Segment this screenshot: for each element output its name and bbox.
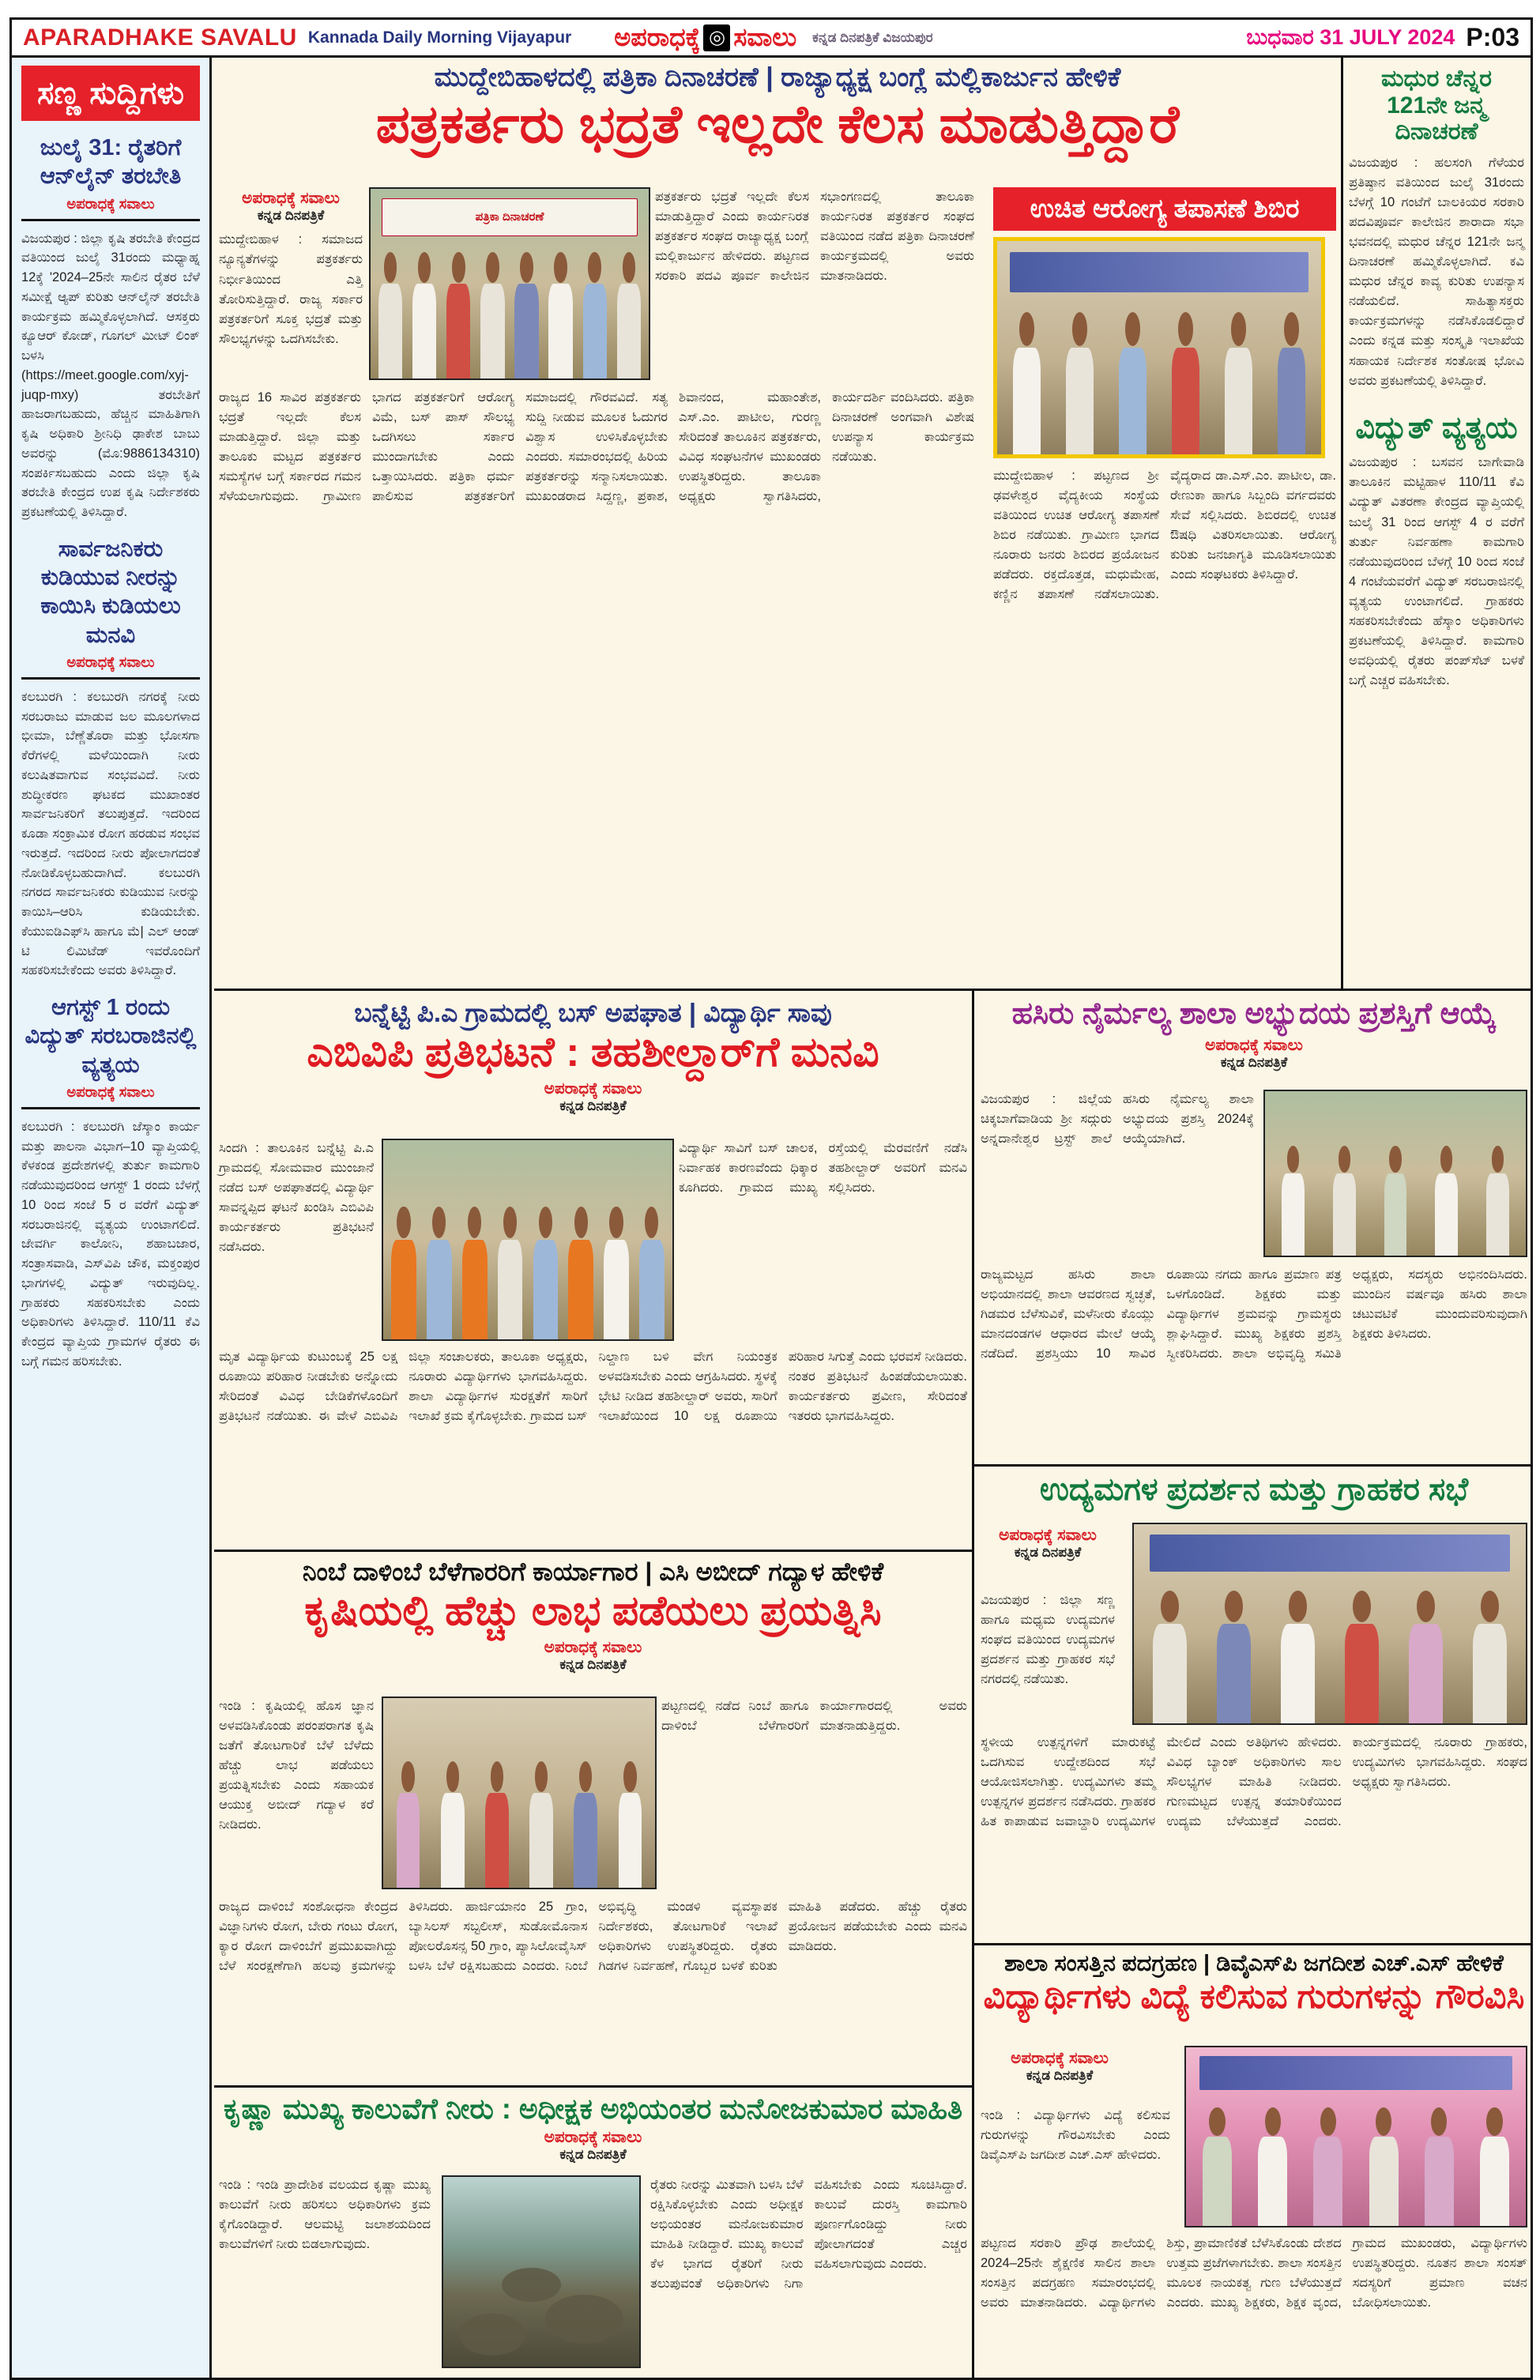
masthead-dateline: ಬುಧವಾರ 31 JULY 2024 xyxy=(1246,24,1455,49)
masthead-kannada-subtitle: ಕನ್ನಡ ದಿನಪತ್ರಿಕೆ ವಿಜಯಪುರ xyxy=(812,29,933,45)
byline-paper: ಕನ್ನಡ ದಿನಪತ್ರಿಕೆ xyxy=(559,2147,627,2163)
story-body-columns: ರಾಜ್ಯಮಟ್ಟದ ಹಸಿರು ಶಾಲಾ ಅಭಿಯಾನದಲ್ಲಿ ಶಾಲಾ ಆವರಣದ ಸ್ವಚ್ಛತೆ, ಗಿಡಮರ ಬೆಳೆಸುವಿಕೆ, ಮಳೆನೀರು ಕೊಯ್ಲು ಮಾನದಂಡಗಳ ಆಧಾರದ ಮೇಲೆ ಆಯ್ಕೆ ನಡೆದಿದೆ. ಪ್ರಶಸ್ತಿಯು 10 ಸಾವಿರ ರೂಪಾಯಿ ನಗದು ಹಾಗೂ ಪ್ರಮಾಣ ಪತ್ರ ಒಳಗೊಂಡಿದೆ. ಶಿಕ್ಷಕರು ಮತ್ತು ವಿದ್ಯಾರ್ಥಿಗಳ ಶ್ರಮವನ್ನು ಗ್ರಾಮಸ್ಥರು ಶ್ಲಾಘಿಸಿದ್ದಾರೆ. ಮುಖ್ಯ ಶಿಕ್ಷಕರು ಪ್ರಶಸ್ತಿ ಸ್ವೀಕರಿಸಿದರು. ಶಾಲಾ ಅಭಿವೃದ್ಧಿ ಸಮಿತಿ ಅಧ್ಯಕ್ಷರು, ಸದಸ್ಯರು ಅಭಿನಂದಿಸಿದರು. ಮುಂದಿನ ವರ್ಷವೂ ಹಸಿರು ಶಾಲಾ ಚಟುವಟಿಕೆ ಮುಂದುವರಿಸುವುದಾಗಿ ಶಿಕ್ಷಕರು ತಿಳಿಸಿದರು. xyxy=(981,1267,1527,1361)
person-figure xyxy=(1275,312,1307,454)
person-figure xyxy=(1470,1591,1509,1723)
target-logo-icon: ◎ xyxy=(703,24,730,51)
story-headline: ಪತ್ರಕರ್ತರು ಭದ್ರತೆ ಇಲ್ಲದೇ ಕೆಲಸ ಮಾಡುತ್ತಿದ್ದಾರೆ xyxy=(375,95,1180,154)
byline-paper: ಕನ್ನಡ ದಿನಪತ್ರಿಕೆ xyxy=(1026,2068,1094,2083)
photo-canal-rocks xyxy=(442,2175,641,2368)
byline-agency: ಅಪರಾಧಕ್ಕೆ ಸವಾಲು xyxy=(544,1080,642,1098)
rock-shape xyxy=(459,2314,525,2356)
story-body-columns: ರಾಜ್ಯದ 16 ಸಾವಿರ ಪತ್ರಕರ್ತರು ಭದ್ರತೆ ಇಲ್ಲದೇ ಕೆಲಸ ಮಾಡುತ್ತಿದ್ದಾರೆ. ಜಿಲ್ಲಾ ಮತ್ತು ತಾಲೂಕು ಮಟ್ಟದ ಪತ್ರಕರ್ತರ ಸಮಸ್ಯೆಗಳ ಬಗ್ಗೆ ಸರ್ಕಾರದ ಗಮನ ಸೆಳೆಯಲಾಗುವುದು. ಗ್ರಾಮೀಣ ಭಾಗದ ಪತ್ರಕರ್ತರಿಗೆ ಆರೋಗ್ಯ ವಿಮೆ, ಬಸ್ ಪಾಸ್ ಸೌಲಭ್ಯ ಒದಗಿಸಲು ಸರ್ಕಾರ ಮುಂದಾಗಬೇಕು ಎಂದು ಒತ್ತಾಯಿಸಿದರು. ಪತ್ರಿಕಾ ಧರ್ಮ ಪಾಲಿಸುವ ಪತ್ರಕರ್ತರಿಗೆ ಸಮಾಜದಲ್ಲಿ ಗೌರವವಿದೆ. ಸತ್ಯ ಸುದ್ದಿ ನೀಡುವ ಮೂಲಕ ಓದುಗರ ವಿಶ್ವಾಸ ಉಳಿಸಿಕೊಳ್ಳಬೇಕು ಎಂದರು. ಸಮಾರಂಭದಲ್ಲಿ ಹಿರಿಯ ಪತ್ರಕರ್ತರನ್ನು ಸನ್ಮಾನಿಸಲಾಯಿತು. ಮುಖಂಡರಾದ ಸಿದ್ದಣ್ಣ, ಪ್ರಕಾಶ, ಶಿವಾನಂದ, ಮಹಾಂತೇಶ, ಎಸ್.ಎಂ. ಪಾಟೀಲ, ಗುರಣ್ಣ ಸೇರಿದಂತೆ ತಾಲೂಕಿನ ಪತ್ರಕರ್ತರು, ವಿವಿಧ ಸಂಘಟನೆಗಳ ಮುಖಂಡರು ಉಪಸ್ಥಿತರಿದ್ದರು. ತಾಲೂಕಾ ಅಧ್ಯಕ್ಷರು ಸ್ವಾಗತಿಸಿದರು, ಕಾರ್ಯದರ್ಶಿ ವಂದಿಸಿದರು. ಪತ್ರಿಕಾ ದಿನಾಚರಣೆ ಅಂಗವಾಗಿ ವಿಶೇಷ ಉಪನ್ಯಾಸ ಕಾರ್ಯಕ್ರಮ ನಡೆಯಿತು. xyxy=(219,390,974,504)
person-figure xyxy=(1478,2107,1512,2227)
photo-crowd xyxy=(1000,296,1318,454)
story-body-columns: ರಾಜ್ಯದ ದಾಳಿಂಬೆ ಸಂಶೋಧನಾ ಕೇಂದ್ರದ ವಿಜ್ಞಾನಿಗಳು ರೋಗ, ಬೇರು ಗಂಟು ರೋಗ, ಕ್ಯಾರ ರೋಗ ದಾಳಿಂಬೆಗೆ ಪ್ರಮುಖವಾಗಿದ್ದು ಬೆಳೆ ಸಂರಕ್ಷಣೆಗಾಗಿ ಹಲವು ಕ್ರಮಗಳನ್ನು ತಿಳಿಸಿದರು. ಹಾರ್ಜಿಯಾನಂ 25 ಗ್ರಾಂ, ಬ್ಯಾಸಿಲಸ್ ಸಬ್ಟಲೀಸ್, ಸುಡೋಮೊನಾಸ ಪೋಲರೊಸನ್ಸ 50 ಗ್ರಾಂ, ಪ್ಯಾಸಿಲೋವೈಸಿಸ್ ಬಳಸಿ ಬೆಳೆ ರಕ್ಷಿಸಬಹುದು ಎಂದರು. ನಿಂಬೆ ಅಭಿವೃದ್ಧಿ ಮಂಡಳಿ ವ್ಯವಸ್ಥಾಪಕ ನಿರ್ದೇಶಕರು, ತೋಟಗಾರಿಕೆ ಇಲಾಖೆ ಅಧಿಕಾರಿಗಳು ಉಪಸ್ಥಿತರಿದ್ದರು. ರೈತರು ಗಿಡಗಳ ನಿರ್ವಹಣೆ, ಗೊಬ್ಬರ ಬಳಕೆ ಕುರಿತು ಮಾಹಿತಿ ಪಡೆದರು. ಹೆಚ್ಚು ರೈತರು ಪ್ರಯೋಜನ ಪಡೆಯಬೇಕು ಎಂದು ಮನವಿ ಮಾಡಿದರು. xyxy=(219,1900,967,1974)
story-green-school-award xyxy=(981,998,1527,1461)
photo-crowd xyxy=(386,1747,652,1888)
story-body-columns: ಮೃತ ವಿದ್ಯಾರ್ಥಿಯ ಕುಟುಂಬಕ್ಕೆ 25 ಲಕ್ಷ ರೂಪಾಯಿ ಪರಿಹಾರ ನೀಡಬೇಕು ಅನ್ನೋದು ಸೇರಿದಂತೆ ವಿವಿಧ ಬೇಡಿಕೆಗಳೊಂದಿಗೆ ಪ್ರತಿಭಟನೆ ನಡೆಯಿತು. ಈ ವೇಳೆ ಎಬಿವಿಪಿ ಜಿಲ್ಲಾ ಸಂಚಾಲಕರು, ತಾಲೂಕಾ ಅಧ್ಯಕ್ಷರು, ನೂರಾರು ವಿದ್ಯಾರ್ಥಿಗಳು ಭಾಗವಹಿಸಿದ್ದರು. ಶಾಲಾ ವಿದ್ಯಾರ್ಥಿಗಳ ಸುರಕ್ಷತೆಗೆ ಸಾರಿಗೆ ಇಲಾಖೆ ಕ್ರಮ ಕೈಗೊಳ್ಳಬೇಕು. ಗ್ರಾಮದ ಬಸ್ ನಿಲ್ದಾಣ ಬಳಿ ವೇಗ ನಿಯಂತ್ರಕ ಅಳವಡಿಸಬೇಕು ಎಂದು ಆಗ್ರಹಿಸಿದರು. ಸ್ಥಳಕ್ಕೆ ಭೇಟಿ ನೀಡಿದ ತಹಶೀಲ್ದಾರ್ ಅವರು, ಸಾರಿಗೆ ಇಲಾಖೆಯಿಂದ 10 ಲಕ್ಷ ರೂಪಾಯಿ ಪರಿಹಾರ ಸಿಗುತ್ತೆ ಎಂದು ಭರವಸೆ ನೀಡಿದರು. ನಂತರ ಪ್ರತಿಭಟನೆ ಹಿಂಪಡೆಯಲಾಯಿತು. ಕಾರ್ಯಕರ್ತರು ಪ್ರವೀಣ, ಸೇರಿದಂತೆ ಇತರರು ಭಾಗವಹಿಸಿದ್ದರು. xyxy=(219,1350,967,1424)
story-headline: ಹಸಿರು ನೈರ್ಮಲ್ಯ ಶಾಲಾ ಅಭ್ಯುದಯ ಪ್ರಶಸ್ತಿಗೆ ಆಯ್ಕೆ xyxy=(1011,997,1497,1030)
byline xyxy=(219,189,363,224)
story-content xyxy=(219,1139,967,1546)
person-figure xyxy=(1222,312,1254,454)
story-body-columns: ಸ್ಥಳೀಯ ಉತ್ಪನ್ನಗಳಿಗೆ ಮಾರುಕಟ್ಟೆ ಒದಗಿಸುವ ಉದ್ದೇಶದಿಂದ ಸಭೆ ಆಯೋಜಿಸಲಾಗಿತ್ತು. ಉದ್ಯಮಿಗಳು ತಮ್ಮ ಉತ್ಪನ್ನಗಳ ಪ್ರದರ್ಶನ ನಡೆಸಿದರು. ಗ್ರಾಹಕರ ಹಿತ ಕಾಪಾಡುವ ಜವಾಬ್ದಾರಿ ಉದ್ಯಮಿಗಳ ಮೇಲಿದೆ ಎಂದು ಅತಿಥಿಗಳು ಹೇಳಿದರು. ವಿವಿಧ ಬ್ಯಾಂಕ್ ಅಧಿಕಾರಿಗಳು ಸಾಲ ಸೌಲಭ್ಯಗಳ ಮಾಹಿತಿ ನೀಡಿದರು. ಗುಣಮಟ್ಟದ ಉತ್ಪನ್ನ ತಯಾರಿಕೆಯಿಂದ ಉದ್ಯಮ ಬೆಳೆಯುತ್ತದೆ ಎಂದರು. ಕಾರ್ಯಕ್ರಮದಲ್ಲಿ ನೂರಾರು ಗ್ರಾಹಕರು, ಉದ್ಯಮಿಗಳು ಭಾಗವಹಿಸಿದ್ದರು. ಸಂಘದ ಅಧ್ಯಕ್ಷರು ಸ್ವಾಗತಿಸಿದರು. xyxy=(981,1735,1527,1829)
health-camp-headline: ಉಚಿತ ಆರೋಗ್ಯ ತಪಾಸಣೆ ಶಿಬಿರ xyxy=(993,187,1336,231)
masthead-page-number: P:03 xyxy=(1466,23,1519,51)
photo-school-parliament-stage xyxy=(1184,2046,1527,2227)
person-figure xyxy=(1169,312,1201,454)
divider xyxy=(21,677,200,680)
story-lede: ಇಂಡಿ : ಇಂಡಿ ಪ್ರಾದೇಶಿಕ ವಲಯದ ಕೃಷ್ಣಾ ಮುಖ್ಯ ಕಾಲುವೆಗೆ ನೀರು ಹರಿಸಲು ಅಧಿಕಾರಿಗಳು ಕ್ರಮ ಕೈಗೊಂಡಿದ್ದಾರೆ. ಆಲಮಟ್ಟಿ ಜಲಾಶಯದಿಂದ ಕಾಲುವೆಗಳಿಗೆ ನೀರು ಬಿಡಲಾಗುವುದು. xyxy=(219,2178,431,2252)
person-figure xyxy=(581,252,608,378)
photo-health-camp xyxy=(993,237,1325,458)
person-figure xyxy=(1116,312,1148,454)
divider xyxy=(21,219,200,221)
story-body-right-of-photo: ಪಟ್ಟಣದಲ್ಲಿ ನಡೆದ ನಿಂಬೆ ಹಾಗೂ ದಾಳಿಂಬೆ ಬೆಳೆಗಾರರಿಗೆ ಕಾರ್ಯಾಗಾರದಲ್ಲಿ ಅವರು ಮಾತನಾಡುತ್ತಿದ್ದರು. xyxy=(661,1699,967,1734)
photo-banner-label: ಪತ್ರಿಕಾ ದಿನಾಚರಣೆ xyxy=(382,198,638,236)
story-content xyxy=(219,187,974,985)
sidebar-story-1 xyxy=(21,134,200,522)
photo-industry-expo xyxy=(1132,1523,1527,1725)
byline xyxy=(219,2128,967,2163)
sidebar-story-headline: ಆಗಸ್ಟ್ 1 ರಂದು ವಿದ್ಯುತ್ ಸರಬರಾಜಿನಲ್ಲಿ ವ್ಯತ್ಯಯ xyxy=(24,995,197,1078)
person-figure xyxy=(445,252,472,378)
story-lede: ಸಿಂದಗಿ : ತಾಲೂಕಿನ ಬನ್ನೆಟ್ಟಿ ಪಿ.ಎ ಗ್ರಾಮದಲ್ಲಿ ಸೋಮವಾರ ಮುಂಜಾನೆ ನಡೆದ ಬಸ್ ಅಪಘಾತದಲ್ಲಿ ವಿದ್ಯಾರ್ಥಿ ಸಾವನ್ನಪ್ಪಿದ ಘಟನೆ ಖಂಡಿಸಿ ಎಬಿವಿಪಿ ಕಾರ್ಯಕರ್ತರು ಪ್ರತಿಭಟನೆ ನಡೆಸಿದರು. xyxy=(219,1141,374,1255)
byline-paper: ಕನ್ನಡ ದಿನಪತ್ರಿಕೆ xyxy=(559,1657,627,1673)
person-figure xyxy=(1150,1591,1189,1723)
section-rule xyxy=(214,989,1531,991)
sidebar-story-tag: ಅಪರಾಧಕ್ಕೆ ಸವಾಲು xyxy=(66,1083,155,1100)
person-figure xyxy=(1011,312,1042,454)
story-industry-expo xyxy=(981,1472,1527,1940)
story-lede: ವಿಜಯಪುರ : ಜಿಲ್ಲಾ ಸಣ್ಣ ಹಾಗೂ ಮಧ್ಯಮ ಉದ್ಯಮಗಳ ಸಂಘದ ವತಿಯಿಂದ ಉದ್ಯಮಗಳ ಪ್ರದರ್ಶನ ಮತ್ತು ಗ್ರಾಹಕರ ಸಭೆ ನಗರದಲ್ಲಿ ನಡೆಯಿತು. xyxy=(981,1593,1115,1687)
section-rule xyxy=(214,2085,972,2088)
person-figure xyxy=(390,1207,418,1339)
byline-paper: ಕನ್ನಡ ದಿನಪತ್ರಿಕೆ xyxy=(1014,1545,1082,1560)
right-column xyxy=(1349,66,1524,985)
masthead-latin-subtitle: Kannada Daily Morning Vijayapur xyxy=(307,28,572,47)
person-figure xyxy=(1064,312,1095,454)
person-figure xyxy=(496,1207,525,1339)
masthead-latin-title: APARADHAKE SAVALU xyxy=(23,24,297,51)
person-figure xyxy=(1422,2107,1455,2227)
story-headline: ವಿದ್ಯಾರ್ಥಿಗಳು ವಿದ್ಯೆ ಕಲಿಸುವ ಗುರುಗಳನ್ನು ಗೌರವಿಸಿ xyxy=(983,1978,1525,2016)
byline-agency: ಅಪರಾಧಕ್ಕೆ ಸವಾಲು xyxy=(544,2129,642,2147)
photo-crowd xyxy=(1189,2094,1522,2226)
section-rule xyxy=(974,1943,1531,1945)
story-body-columns: ರೈತರು ನೀರನ್ನು ಮಿತವಾಗಿ ಬಳಸಿ ಬೆಳೆ ರಕ್ಷಿಸಿಕೊಳ್ಳಬೇಕು ಎಂದು ಅಧೀಕ್ಷಕ ಅಭಿಯಂತರ ಮನೋಜಕುಮಾರ ಮಾಹಿತಿ ನೀಡಿದ್ದಾರೆ. ಮುಖ್ಯ ಕಾಲುವೆ ಕೆಳ ಭಾಗದ ರೈತರಿಗೆ ನೀರು ತಲುಪುವಂತೆ ಅಧಿಕಾರಿಗಳು ನಿಗಾ ವಹಿಸಬೇಕು ಎಂದು ಸೂಚಿಸಿದ್ದಾರೆ. ಕಾಲುವೆ ದುರಸ್ತಿ ಕಾಮಗಾರಿ ಪೂರ್ಣಗೊಂಡಿದ್ದು ನೀರು ಪೋಲಾಗದಂತೆ ಎಚ್ಚರ ವಹಿಸಲಾಗುವುದು ಎಂದರು. xyxy=(650,2178,967,2292)
photo-press-day-group xyxy=(369,187,650,380)
story-kicker: ಶಾಲಾ ಸಂಸತ್ತಿನ ಪದಗ್ರಹಣ | ಡಿವೈಎಸ್‌ಪಿ ಜಗದೀಶ ಎಚ್.ಎಸ್ ಹೇಳಿಕೆ xyxy=(1004,1951,1504,1976)
story-body-right-of-photo: ಪತ್ರಕರ್ತರು ಭದ್ರತೆ ಇಲ್ಲದೇ ಕೆಲಸ ಮಾಡುತ್ತಿದ್ದಾರೆ ಎಂದು ಕಾರ್ಯನಿರತ ಪತ್ರಕರ್ತರ ಸಂಘದ ರಾಜ್ಯಾಧ್ಯಕ್ಷ ಬಂಗ್ಲೆ ಮಲ್ಲಿಕಾರ್ಜುನ ಹೇಳಿದರು. ಪಟ್ಟಣದ ಸರಕಾರಿ ಪದವಿ ಪೂರ್ವ ಕಾಲೇಜಿನ ಸಭಾಂಗಣದಲ್ಲಿ ತಾಲೂಕಾ ಕಾರ್ಯನಿರತ ಪತ್ರಕರ್ತರ ಸಂಘದ ವತಿಯಿಂದ ನಡೆದ ಪತ್ರಿಕಾ ದಿನಾಚರಣೆ ಕಾರ್ಯಕ್ರಮದಲ್ಲಿ ಅವರು ಮಾತನಾಡಿದರು. xyxy=(655,190,974,284)
story-health-camp xyxy=(993,187,1336,985)
person-figure xyxy=(377,252,404,378)
section-rule xyxy=(214,1550,972,1552)
section-rule xyxy=(974,1464,1531,1467)
byline xyxy=(219,1079,967,1114)
photo-crowd xyxy=(374,238,646,378)
story-kicker: ನಿಂಬೆ ದಾಳಿಂಬೆ ಬೆಳೆಗಾರರಿಗೆ ಕಾರ್ಯಾಗಾರ | ಎಸಿ ಅಬೀದ್ ಗದ್ಯಾಳ ಹೇಳಿಕೆ xyxy=(302,1557,884,1586)
byline xyxy=(219,1638,967,1673)
photo-abvp-protest xyxy=(382,1139,674,1341)
photo-crowd xyxy=(386,1192,670,1339)
sidebar-banner: ಸಣ್ಣ ಸುದ್ದಿಗಳು xyxy=(21,66,200,121)
right-column-story-2 xyxy=(1349,412,1524,691)
sidebar-story-body: ಕಲಬುರಗಿ : ಕಲಬುರಗಿ ನಗರಕ್ಕೆ ನೀರು ಸರಬರಾಜು ಮಾಡುವ ಜಲ ಮೂಲಗಳಾದ ಭೀಮಾ, ಬೆಣ್ಣೆತೊರಾ ಮತ್ತು ಭೋಸಗಾ ಕೆರೆಗಳಲ್ಲಿ ಮಳೆಯಿಂದಾಗಿ ನೀರು ಕಲುಷಿತವಾಗುವ ಸಂಭವವಿದೆ. ನೀರು ಶುದ್ಧೀಕರಣ ಘಟಕದ ಮುಖಾಂತರ ಸಾರ್ವಜನಿಕರಿಗೆ ತಲುಪುತ್ತದೆ. ಇದರಿಂದ ಕೂಡಾ ಸಂಕ್ರಾಮಿಕ ರೋಗ ಹರಡುವ ಸಂಭವ ಇರುತ್ತದೆ. ಇದರಿಂದ ನೀರು ಪೋಲಾಗದಂತೆ ನೋಡಿಕೊಳ್ಳಬಹುದಾಗಿದೆ. ಕಲಬುರಗಿ ನಗರದ ಸಾರ್ವಜನಿಕರು ಕುಡಿಯುವ ನೀರನ್ನು ಕಾಯಿಸಿ–ಆರಿಸಿ ಕುಡಿಯಬೇಕು. ಕೆಯುಐಡಿಎಫ್‌ಸಿ ಹಾಗೂ ಮೆ| ಎಲ್ ಆಂಡ್ ಟಿ ಲಿಮಿಟೆಡ್ ಇವರೊಂದಿಗೆ ಸಹಕರಿಸಬೇಕೆಂದು ಅವರು ತಿಳಿಸಿದ್ದಾರೆ. xyxy=(21,689,200,978)
story-byline-and-lede xyxy=(219,189,363,349)
photo-backdrop-banner xyxy=(1010,252,1308,292)
story-content xyxy=(219,2175,967,2373)
story-headline: ವಿದ್ಯುತ್ ವ್ಯತ್ಯಯ xyxy=(1355,411,1518,445)
person-figure xyxy=(1383,1146,1408,1256)
person-figure xyxy=(461,1207,489,1339)
person-figure xyxy=(528,1761,555,1888)
person-figure xyxy=(1200,2107,1233,2227)
photo-krishi-workshop xyxy=(382,1697,657,1889)
story-body-right-of-photo: ವಿದ್ಯಾರ್ಥಿ ಸಾವಿಗೆ ಬಸ್ ಚಾಲಕ, ನಿರ್ವಾಹಕ ಕಾರಣವೆಂದು ಧಿಕ್ಕಾರ ಕೂಗಿದರು. ಗ್ರಾಮದ ಮುಖ್ಯ ರಸ್ತೆಯಲ್ಲಿ ಮೆರವಣಿಗೆ ನಡೆಸಿ ತಹಶೀಲ್ದಾರ್ ಅವರಿಗೆ ಮನವಿ ಸಲ್ಲಿಸಿದರು. xyxy=(679,1141,967,1196)
byline-paper: ಕನ್ನಡ ದಿನಪತ್ರಿಕೆ xyxy=(257,208,325,223)
person-figure xyxy=(1367,2107,1400,2227)
byline-paper: ಕನ್ನಡ ದಿನಪತ್ರಿಕೆ xyxy=(559,1098,627,1114)
story-kicker: ಬನ್ನೆಟ್ಟಿ ಪಿ.ಎ ಗ್ರಾಮದಲ್ಲಿ ಬಸ್ ಅಪಘಾತ | ವಿದ್ಯಾರ್ಥಿ ಸಾವು xyxy=(354,998,832,1027)
person-figure xyxy=(513,252,540,378)
story-kicker: ಮುದ್ದೇಬಿಹಾಳದಲ್ಲಿ ಪತ್ರಿಕಾ ದಿನಾಚರಣೆ | ರಾಜ್ಯಾಧ್ಯಕ್ಷ ಬಂಗ್ಲೆ ಮಲ್ಲಿಕಾರ್ಜುನ ಹೇಳಿಕೆ xyxy=(434,62,1121,92)
person-figure xyxy=(572,1761,599,1888)
story-headline: ಮಧುರ ಚೆನ್ನರ 121ನೇ ಜನ್ಮ ದಿನಾಚರಣೆ xyxy=(1381,66,1492,145)
person-figure xyxy=(425,1207,454,1339)
person-figure xyxy=(1278,1591,1317,1723)
column-rule xyxy=(1341,58,1343,989)
story-headline: ಉದ್ಯಮಗಳ ಪ್ರದರ್ಶನ ಮತ್ತು ಗ್ರಾಹಕರ ಸಭೆ xyxy=(1039,1472,1469,1507)
story-press-day xyxy=(219,62,1336,985)
photo-award-certificates xyxy=(1263,1090,1527,1257)
sidebar-story-headline: ಸಾರ್ವಜನಿಕರು ಕುಡಿಯುವ ನೀರನ್ನು ಕಾಯಿಸಿ ಕುಡಿಯಲು ಮನವಿ xyxy=(40,536,181,648)
person-figure xyxy=(1485,1146,1510,1256)
person-figure xyxy=(1342,1591,1381,1723)
byline xyxy=(981,2049,1139,2084)
person-figure xyxy=(395,1761,422,1888)
person-figure xyxy=(602,1207,631,1339)
story-krishna-canal xyxy=(219,2093,967,2373)
story-body-columns: ಪಟ್ಟಣದ ಸರಕಾರಿ ಪ್ರೌಢ ಶಾಲೆಯಲ್ಲಿ 2024–25ನೇ ಶೈಕ್ಷಣಿಕ ಸಾಲಿನ ಶಾಲಾ ಸಂಸತ್ತಿನ ಪದಗ್ರಹಣ ಸಮಾರಂಭದಲ್ಲಿ ಅವರು ಮಾತನಾಡಿದರು. ವಿದ್ಯಾರ್ಥಿಗಳು ಶಿಸ್ತು, ಪ್ರಾಮಾಣಿಕತೆ ಬೆಳೆಸಿಕೊಂಡು ದೇಶದ ಉತ್ತಮ ಪ್ರಜೆಗಳಾಗಬೇಕು. ಶಾಲಾ ಸಂಸತ್ತಿನ ಮೂಲಕ ನಾಯಕತ್ವ ಗುಣ ಬೆಳೆಯುತ್ತದೆ ಎಂದರು. ಮುಖ್ಯ ಶಿಕ್ಷಕರು, ಶಿಕ್ಷಕ ವೃಂದ, ಗ್ರಾಮದ ಮುಖಂಡರು, ವಿದ್ಯಾರ್ಥಿಗಳು ಉಪಸ್ಥಿತರಿದ್ದರು. ನೂತನ ಶಾಲಾ ಸಂಸತ್ ಸದಸ್ಯರಿಗೆ ಪ್ರಮಾಣ ವಚನ ಬೋಧಿಸಲಾಯಿತು. xyxy=(981,2236,1527,2310)
story-body: ವಿಜಯಪುರ : ಬಸವನ ಬಾಗೇವಾಡಿ ತಾಲೂಕಿನ ಮಟ್ಟಿಹಾಳ 110/11 ಕೆವಿ ವಿದ್ಯುತ್ ವಿತರಣಾ ಕೇಂದ್ರದ ವ್ಯಾಪ್ತಿಯಲ್ಲಿ ಜುಲೈ 31 ರಿಂದ ಆಗಸ್ಟ್ 4 ರ ವರೆಗೆ ತುರ್ತು ನಿರ್ವಹಣಾ ಕಾಮಗಾರಿ ನಡೆಯುವುದರಿಂದ ಬೆಳಗ್ಗೆ 10 ರಿಂದ ಸಂಜೆ 4 ಗಂಟೆಯವರೆಗೆ ವಿದ್ಯುತ್ ಸರಬರಾಜಿನಲ್ಲಿ ವ್ಯತ್ಯಯ ಉಂಟಾಗಲಿದೆ. ಗ್ರಾಹಕರು ಸಹಕರಿಸಬೇಕೆಂದು ಹೆಸ್ಕಾಂ ಅಧಿಕಾರಿಗಳು ಪ್ರಕಟಣೆಯಲ್ಲಿ ತಿಳಿಸಿದ್ದಾರೆ. ಕಾಮಗಾರಿ ಅವಧಿಯಲ್ಲಿ ರೈತರು ಪಂಪ್‌ಸೆಟ್ ಬಳಕೆ ಬಗ್ಗೆ ಎಚ್ಚರ ವಹಿಸಬೇಕು. xyxy=(1349,455,1524,688)
story-lede: ಮುದ್ದೇಬಿಹಾಳ : ಸಮಾಜದ ನ್ಯೂನ್ಯತೆಗಳನ್ನು ಪತ್ರಕರ್ತರು ನಿರ್ಭೀತಿಯಿಂದ ಎತ್ತಿ ತೋರಿಸುತ್ತಿದ್ದಾರೆ. ರಾಜ್ಯ ಸರ್ಕಾರ ಪತ್ರಕರ್ತರಿಗೆ ಸೂಕ್ತ ಭದ್ರತೆ ಮತ್ತು ಸೌಲಭ್ಯಗಳನ್ನು ಒದಗಿಸಬೇಕು. xyxy=(219,232,363,346)
person-figure xyxy=(1312,2107,1345,2227)
sidebar-small-news xyxy=(12,58,212,2378)
sidebar-story-tag: ಅಪರಾಧಕ್ಕೆ ಸವಾಲು xyxy=(66,195,155,212)
sidebar-story-body: ವಿಜಯಪುರ : ಜಿಲ್ಲಾ ಕೃಷಿ ತರಬೇತಿ ಕೇಂದ್ರದ ವತಿಯಿಂದ ಜುಲೈ 31ರಂದು ಮಧ್ಯಾಹ್ನ 12ಕ್ಕೆ '2024–25ನೇ ಸಾಲಿನ ರೈತರ ಬೆಳೆ ಸಮೀಕ್ಷೆ ಆ್ಯಪ್ ಕುರಿತು ಆನ್‌ಲೈನ್ ತರಬೇತಿ ಕಾರ್ಯಕ್ರಮ ಹಮ್ಮಿಕೊಳ್ಳಲಾಗಿದೆ. ಆಸಕ್ತರು ಕ್ಯೂಆರ್ ಕೋಡ್, ಗೂಗಲ್ ಮೀಟ್ ಲಿಂಕ್ ಬಳಸಿ (https://meet.google.com/xyj-juqp-mxy) ತರಬೇತಿಗೆ ಹಾಜರಾಗಬಹುದು, ಹೆಚ್ಚಿನ ಮಾಹಿತಿಗಾಗಿ ಕೃಷಿ ಅಧಿಕಾರಿ ಶ್ರೀನಿಧಿ ಢಾಕೇಶ ಬಾಬು ಅವರನ್ನು (ಮೊ:9886134310) ಸಂಪರ್ಕಿಸಬಹುದು ಎಂದು ಜಿಲ್ಲಾ ಕೃಷಿ ತರಬೇತಿ ಕೇಂದ್ರದ ಉಪ ಕೃಷಿ ನಿರ್ದೇಶಕರು ಪ್ರಕಟಣೆಯಲ್ಲಿ ತಿಳಿಸಿದ್ದಾರೆ. xyxy=(21,231,200,519)
right-column-story-1 xyxy=(1349,66,1524,391)
masthead-kannada-title-left: ಅಪರಾಧಕ್ಕೆ xyxy=(614,22,701,51)
photo-backdrop-banner xyxy=(1199,2056,1512,2090)
byline-agency: ಅಪರಾಧಕ್ಕೆ ಸವಾಲು xyxy=(999,1527,1097,1544)
story-headline: ಎಬಿವಿಪಿ ಪ್ರತಿಭಟನೆ : ತಹಶೀಲ್ದಾರ್‌ಗೆ ಮನವಿ xyxy=(307,1030,879,1075)
newspaper-page xyxy=(9,17,1533,2380)
masthead xyxy=(12,20,1531,58)
rock-shape xyxy=(502,2268,560,2302)
story-headline: ಕೃಷಿಯಲ್ಲಿ ಹೆಚ್ಚು ಲಾಭ ಪಡೆಯಲು ಪ್ರಯತ್ನಿಸಿ xyxy=(304,1588,882,1634)
byline xyxy=(981,1036,1527,1071)
byline-agency: ಅಪರಾಧಕ್ಕೆ ಸವಾಲು xyxy=(1205,1036,1303,1054)
person-figure xyxy=(531,1207,559,1339)
sidebar-story-body: ಕಲಬುರಗಿ : ಕಲಬುರಗಿ ಜೆಸ್ಕಾಂ ಕಾರ್ಯ ಮತ್ತು ಪಾಲನಾ ವಿಭಾಗ–10 ವ್ಯಾಪ್ತಿಯಲ್ಲಿ ಕೆಳಕಂಡ ಪ್ರದೇಶಗಳಲ್ಲಿ ತುರ್ತು ಕಾಮಗಾರಿ ನಡೆಯುವುದರಿಂದ ಆಗಸ್ಟ್ 1 ರಂದು ಬೆಳಗ್ಗೆ 10 ರಿಂದ ಸಂಜೆ 5 ರ ವರೆಗೆ ವಿದ್ಯುತ್ ಸರಬರಾಜಿನಲ್ಲಿ ವ್ಯತ್ಯಯ ಉಂಟಾಗಲಿದೆ. ಜೇವರ್ಗಿ ಕಾಲೋನಿ, ಶಹಾಬಜಾರ, ಸಂತ್ರಾಸವಾಡಿ, ಎಸ್‌ವಿಪಿ ಚೌಕ, ಮಕ್ತಂಪುರ ಭಾಗಗಳಲ್ಲಿ ವಿದ್ಯುತ್ ಇರುವುದಿಲ್ಲ. ಗ್ರಾಹಕರು ಸಹಕರಿಸಬೇಕು ಎಂದು ಅಧಿಕಾರಿಗಳು ತಿಳಿಸಿದ್ದಾರೆ. 110/11 ಕೆವಿ ಕೇಂದ್ರದ ವ್ಯಾಪ್ತಿಯ ಗ್ರಾಮಗಳ ರೈತರು ಈ ಬಗ್ಗೆ ಗಮನ ಹರಿಸಬೇಕು. xyxy=(21,1119,200,1369)
person-figure xyxy=(411,252,438,378)
rock-shape xyxy=(545,2295,623,2344)
person-figure xyxy=(617,1761,644,1888)
photo-backdrop-banner xyxy=(1150,1535,1510,1572)
person-figure xyxy=(616,252,642,378)
person-figure xyxy=(1433,1146,1459,1256)
byline-agency: ಅಪರಾಧಕ್ಕೆ ಸವಾಲು xyxy=(242,190,340,207)
sidebar-story-tag: ಅಪರಾಧಕ್ಕೆ ಸವಾಲು xyxy=(66,653,155,670)
sidebar-story-headline: ಜುಲೈ 31: ರೈತರಿಗೆ ಆನ್‌ಲೈನ್ ತರಬೇತಿ xyxy=(40,135,182,190)
person-figure xyxy=(439,1761,466,1888)
person-figure xyxy=(484,1761,510,1888)
story-content xyxy=(981,1090,1527,1461)
divider xyxy=(21,1107,200,1109)
sidebar-story-2 xyxy=(21,535,200,981)
story-abvp-protest xyxy=(219,998,967,1546)
story-lede: ಇಂಡಿ : ವಿದ್ಯಾರ್ಥಿಗಳು ವಿದ್ಯೆ ಕಲಿಸುವ ಗುರುಗಳನ್ನು ಗೌರವಿಸಬೇಕು ಎಂದು ಡಿವೈಎಸ್‌ಪಿ ಜಗದೀಶ ಎಚ್.ಎಸ್ ಹೇಳಿದರು. xyxy=(981,2108,1170,2163)
photo-crowd xyxy=(1267,1134,1523,1256)
story-lede: ಇಂಡಿ : ಕೃಷಿಯಲ್ಲಿ ಹೊಸ ಜ್ಞಾನ ಅಳವಡಿಸಿಕೊಂಡು ಪರಂಪರಾಗತ ಕೃಷಿ ಜತೆಗೆ ತೋಟಗಾರಿಕೆ ಬೆಳೆ ಬೆಳೆದು ಹೆಚ್ಚು ಲಾಭ ಪಡೆಯಲು ಪ್ರಯತ್ನಿಸಬೇಕು ಎಂದು ಸಹಾಯಕ ಆಯುಕ್ತ ಅಬೀದ್ ಗದ್ಯಾಳ ಕರೆ ನೀಡಿದರು. xyxy=(219,1699,374,1832)
person-figure xyxy=(1406,1591,1445,1723)
sidebar-story-3 xyxy=(21,993,200,1372)
person-figure xyxy=(567,1207,595,1339)
byline-agency: ಅಪರಾಧಕ್ಕೆ ಸವಾಲು xyxy=(544,1639,642,1657)
byline xyxy=(981,1526,1115,1561)
masthead-kannada-title-right: ಸವಾಲು xyxy=(733,22,797,51)
person-figure xyxy=(1256,2107,1290,2227)
person-figure xyxy=(1280,1146,1305,1256)
person-figure xyxy=(479,252,506,378)
person-figure xyxy=(1331,1146,1357,1256)
masthead-kannada-title xyxy=(614,23,796,53)
story-content xyxy=(219,1697,967,2082)
photo-crowd xyxy=(1138,1576,1522,1723)
story-school-parliament xyxy=(981,1951,1527,2373)
health-camp-body: ಮುದ್ದೇಬಿಹಾಳ : ಪಟ್ಟಣದ ಶ್ರೀ ಢವಳೇಶ್ವರ ವೈದ್ಯಕೀಯ ಸಂಸ್ಥೆಯ ವತಿಯಿಂದ ಉಚಿತ ಆರೋಗ್ಯ ತಪಾಸಣೆ ಶಿಬಿರ ನಡೆಯಿತು. ಗ್ರಾಮೀಣ ಭಾಗದ ನೂರಾರು ಜನರು ಶಿಬಿರದ ಪ್ರಯೋಜನ ಪಡೆದರು. ರಕ್ತದೊತ್ತಡ, ಮಧುಮೇಹ, ಕಣ್ಣಿನ ತಪಾಸಣೆ ನಡೆಸಲಾಯಿತು. ವೈದ್ಯರಾದ ಡಾ.ಎಸ್.ಎಂ. ಪಾಟೀಲ, ಡಾ. ರೇಣುಕಾ ಹಾಗೂ ಸಿಬ್ಬಂದಿ ವರ್ಗದವರು ಸೇವೆ ಸಲ್ಲಿಸಿದರು. ಶಿಬಿರದಲ್ಲಿ ಉಚಿತ ಔಷಧಿ ವಿತರಿಸಲಾಯಿತು. ಆರೋಗ್ಯ ಕುರಿತು ಜನಜಾಗೃತಿ ಮೂಡಿಸಲಾಯಿತು ಎಂದು ಸಂಘಟಕರು ತಿಳಿಸಿದ್ದಾರೆ. xyxy=(993,469,1336,602)
byline-agency: ಅಪರಾಧಕ್ಕೆ ಸವಾಲು xyxy=(1011,2050,1109,2067)
byline-paper: ಕನ್ನಡ ದಿನಪತ್ರಿಕೆ xyxy=(1220,1054,1288,1070)
column-rule xyxy=(972,991,974,2378)
person-figure xyxy=(1214,1591,1253,1723)
person-figure xyxy=(638,1207,666,1339)
story-body: ವಿಜಯಪುರ : ಹಲಸಂಗಿ ಗೆಳೆಯರ ಪ್ರತಿಷ್ಠಾನ ವತಿಯಿಂದ ಜುಲೈ 31ರಂದು ಬೆಳಗ್ಗೆ 10 ಗಂಟೆಗೆ ಬಾಲಕಿಯರ ಸರಕಾರಿ ಪದವಿಪೂರ್ವ ಕಾಲೇಜಿನ ಶಾರಾದಾ ಸಭಾ ಭವನದಲ್ಲಿ ಮಧುರ ಚೆನ್ನರ 121ನೇ ಜನ್ಮ ದಿನಾಚರಣೆ ಹಮ್ಮಿಕೊಳ್ಳಲಾಗಿದೆ. ಕವಿ ಮಧುರ ಚೆನ್ನರ ಕಾವ್ಯ ಕುರಿತು ಉಪನ್ಯಾಸ ನಡೆಯಲಿದೆ. ಸಾಹಿತ್ಯಾಸಕ್ತರು ಕಾರ್ಯಕ್ರಮಗಳನ್ನು ನಡೆಸಿಕೊಡಲಿದ್ದಾರೆ ಎಂದು ಕನ್ನಡ ಮತ್ತು ಸಂಸ್ಕೃತಿ ಇಲಾಖೆಯ ಸಹಾಯಕ ನಿರ್ದೇಶಕ ಸಂತೋಷ ಭೋವಿ ಅವರು ಪ್ರಕಟಣೆಯಲ್ಲಿ ತಿಳಿಸಿದ್ದಾರೆ. xyxy=(1349,155,1524,388)
story-lede: ವಿಜಯಪುರ : ಜಿಲ್ಲೆಯ ಚಿಕ್ಕಬಾಗೆವಾಡಿಯ ಶ್ರೀ ಸದ್ಗುರು ಅನ್ನದಾನೇಶ್ವರ ಟ್ರಸ್ಟ್ ಶಾಲೆ ಹಸಿರು ನೈರ್ಮಲ್ಯ ಶಾಲಾ ಅಭ್ಯುದಯ ಪ್ರಶಸ್ತಿ 2024ಕ್ಕೆ ಆಯ್ಕೆಯಾಗಿದೆ. xyxy=(981,1092,1254,1147)
person-figure xyxy=(547,252,574,378)
story-headline: ಕೃಷ್ಣಾ ಮುಖ್ಯ ಕಾಲುವೆಗೆ ನೀರು : ಅಧೀಕ್ಷಕ ಅಭಿಯಂತರ ಮನೋಜಕುಮಾರ ಮಾಹಿತಿ xyxy=(223,2092,963,2125)
story-krishi-workshop xyxy=(219,1557,967,2082)
